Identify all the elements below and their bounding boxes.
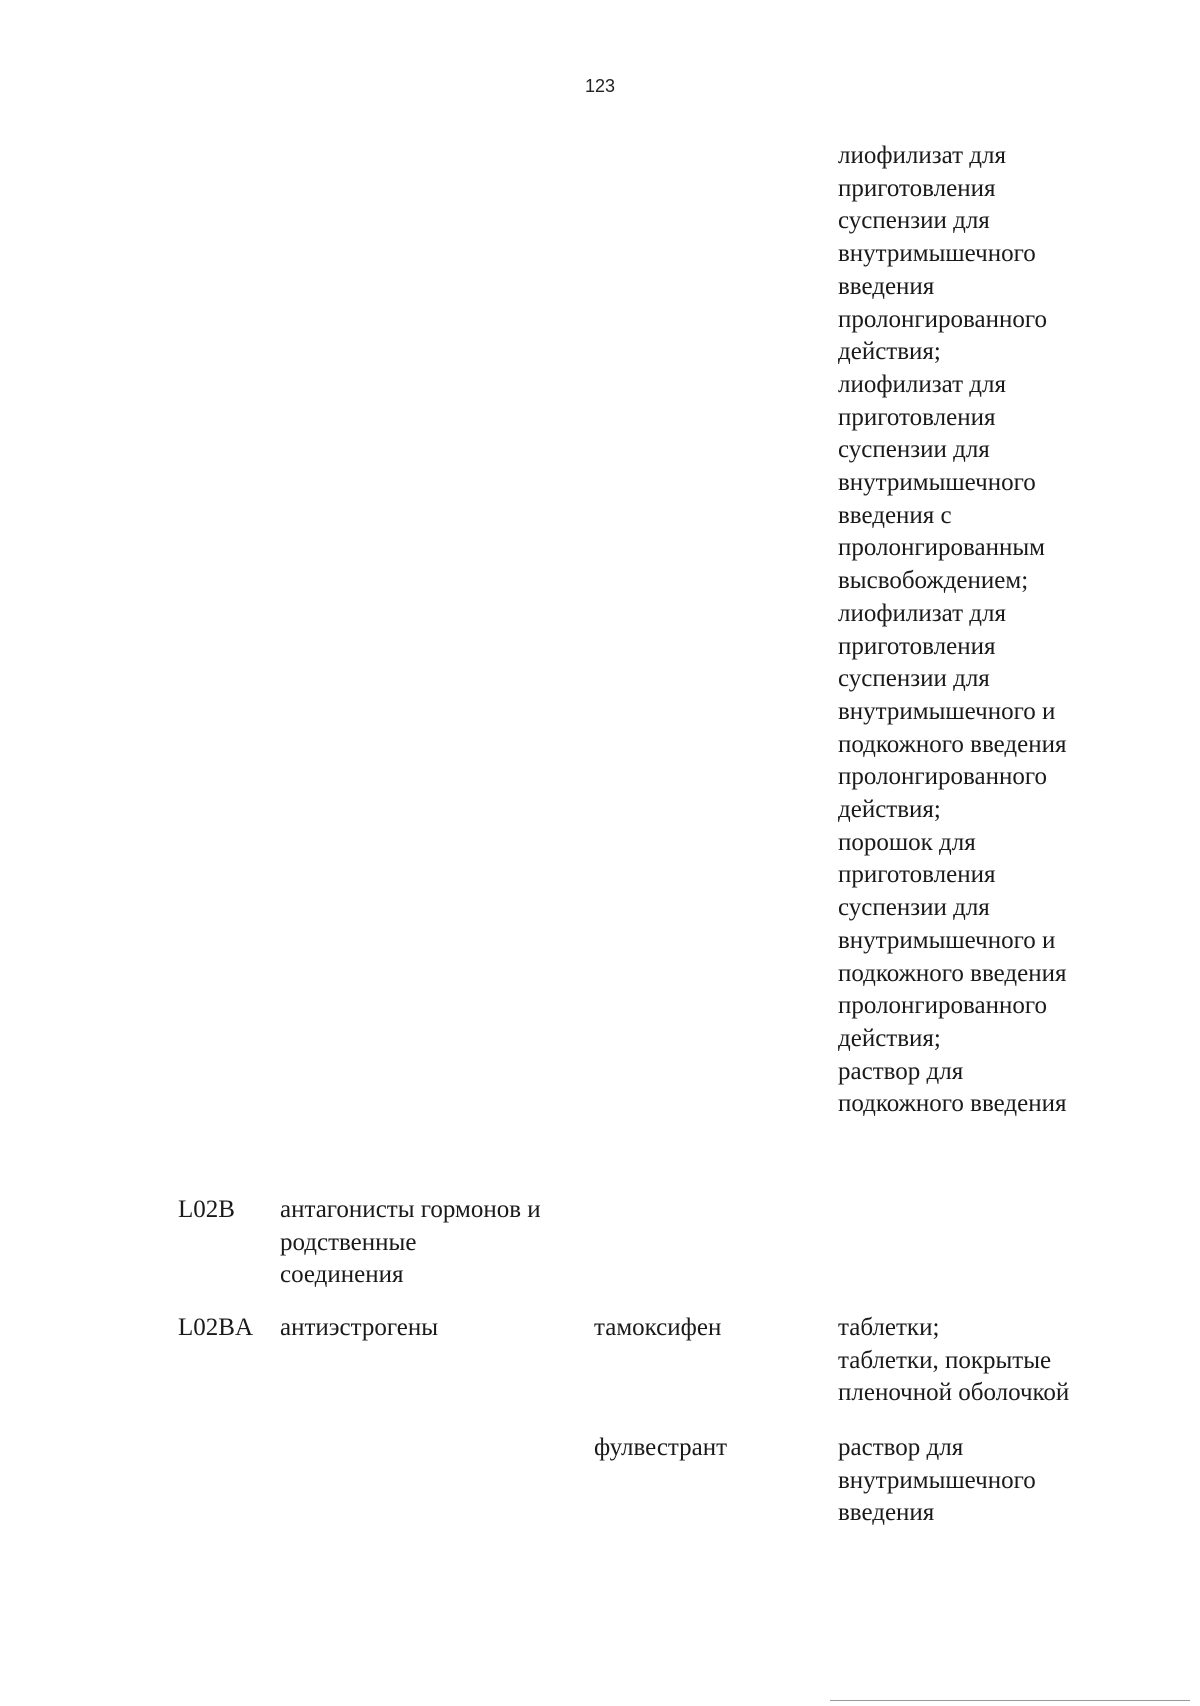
dosage-forms-continued: лиофилизат для приготовления суспензии для внутримышечного введения пролонгированного действия; лиофилизат для приготовления суспензии для внутримышечного введения с пролонгированным высвобождением; лиофилизат для приготовления суспензии для внутримышечного и подкожного введения пролонгированного действия; порошок для приготовления суспензии для внутримышечного и подкожного введения пролонгированного действия; раствор для подкожного введения bbox=[838, 142, 1067, 1118]
atc-group-name-l02ba: антиэстрогены bbox=[280, 1314, 439, 1341]
atc-code-l02ba: L02BA bbox=[178, 1314, 253, 1341]
dosage-forms-tamoxifen: таблетки; таблетки, покрытые пленочной оболочкой bbox=[838, 1314, 1070, 1407]
atc-code-l02b: L02B bbox=[178, 1196, 235, 1223]
drug-name-fulvestrant: фулвестрант bbox=[594, 1434, 728, 1461]
bottom-scan-line bbox=[830, 1700, 1190, 1701]
dosage-forms-fulvestrant: раствор для внутримышечного введения bbox=[838, 1434, 1036, 1527]
page-number: 123 bbox=[584, 76, 616, 96]
atc-group-name-l02b: антагонисты гормонов и родственные соединения bbox=[280, 1196, 541, 1289]
drug-name-tamoxifen: тамоксифен bbox=[594, 1314, 722, 1341]
